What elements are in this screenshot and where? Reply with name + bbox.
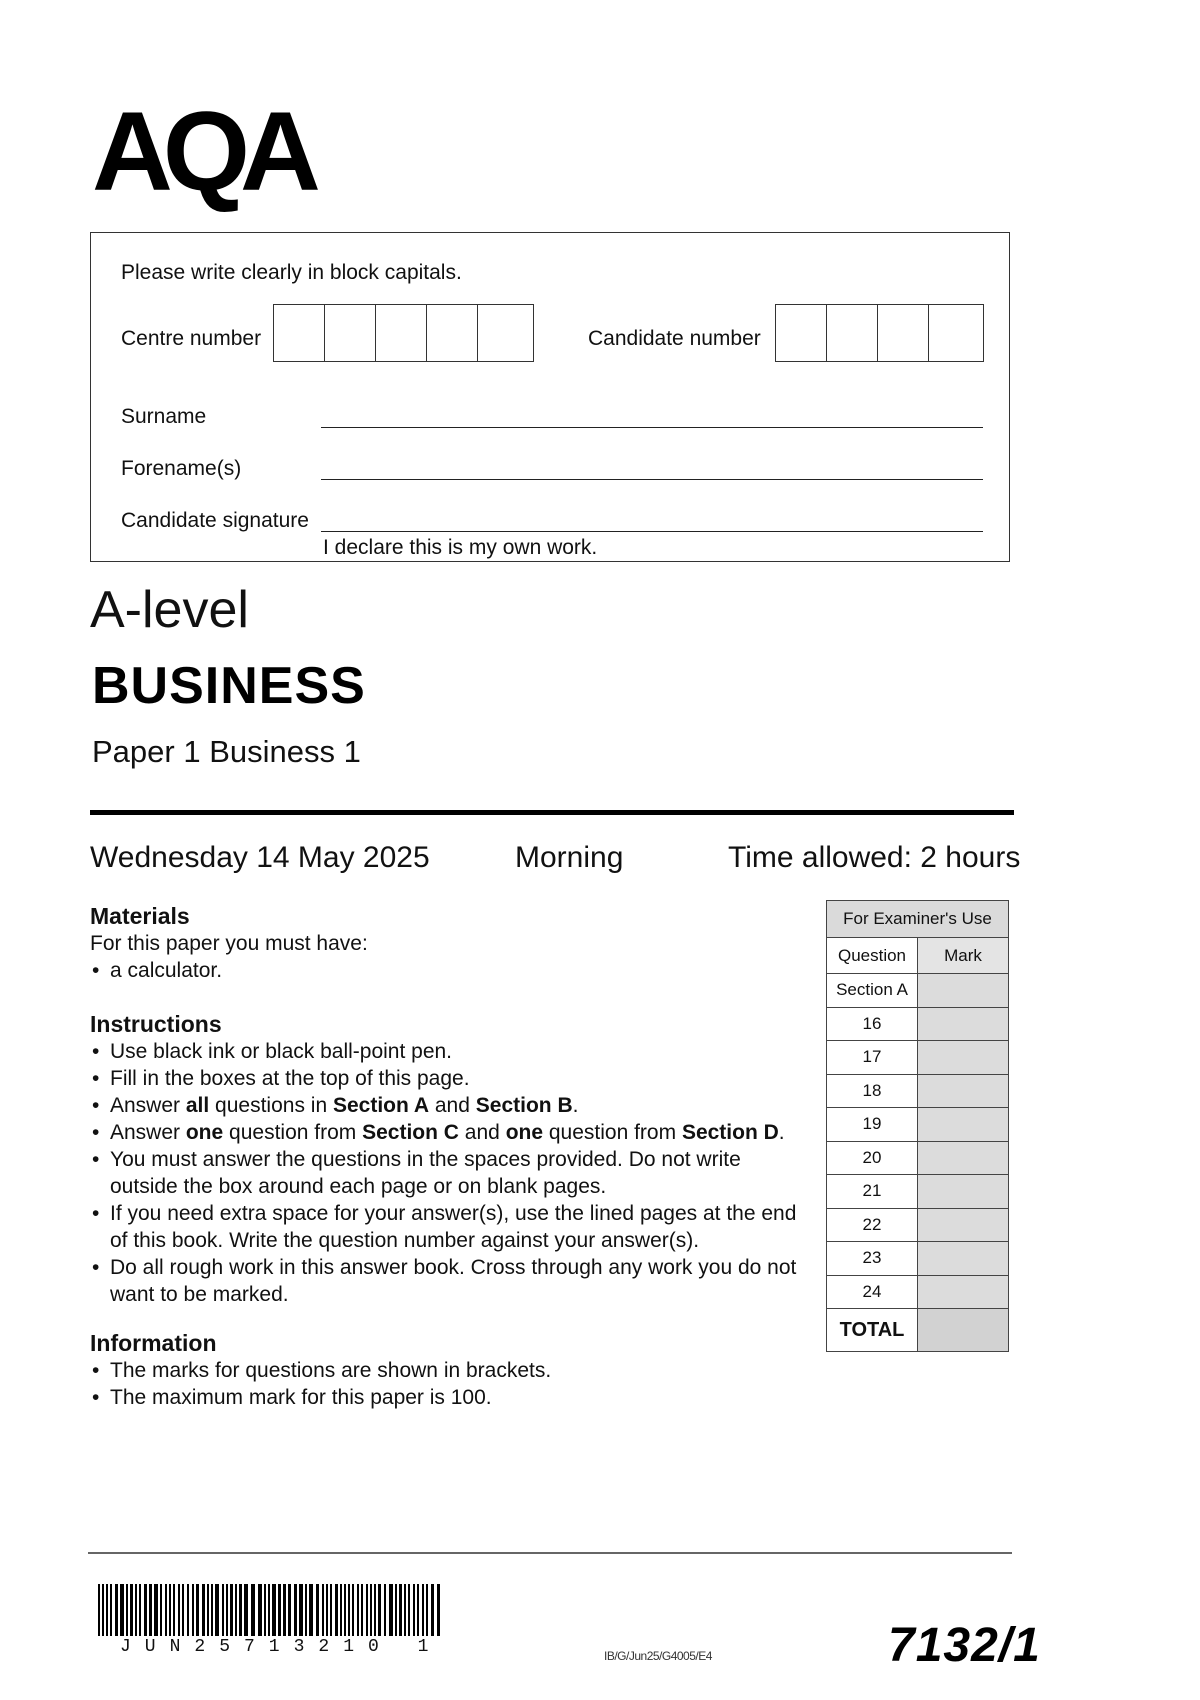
signature-label: Candidate signature	[121, 509, 309, 532]
mark-cell[interactable]	[918, 1108, 1009, 1142]
list-item: • The maximum mark for this paper is 100.	[90, 1384, 790, 1411]
barcode-bar	[422, 1584, 424, 1636]
barcode-bar	[374, 1584, 376, 1636]
barcode-bar	[357, 1584, 359, 1636]
barcode-text: JUN25713210 1	[120, 1637, 443, 1657]
list-item: • The marks for questions are shown in brackets.	[90, 1357, 790, 1384]
candidate-digit-box[interactable]	[878, 305, 929, 361]
mark-cell[interactable]	[918, 1242, 1009, 1276]
barcode-bar	[215, 1584, 219, 1636]
barcode-bar	[178, 1584, 180, 1636]
text-run: question from	[223, 1121, 363, 1144]
list-item	[90, 1092, 800, 1119]
barcode-bar	[309, 1584, 313, 1636]
question-cell: 17	[827, 1041, 918, 1075]
list-item: • a calculator.	[90, 957, 790, 984]
barcode-bar	[395, 1584, 397, 1636]
barcode-bar	[235, 1584, 237, 1636]
question-cell: 18	[827, 1074, 918, 1108]
barcode-bar	[404, 1584, 406, 1636]
text-run: .	[778, 1121, 785, 1144]
barcode-bar	[384, 1584, 386, 1636]
centre-digit-box[interactable]	[478, 305, 529, 361]
barcode-bar	[258, 1584, 262, 1636]
list-item: • Use black ink or black ball-point pen.	[90, 1038, 800, 1065]
barcode-bar	[149, 1584, 152, 1636]
materials-section	[90, 903, 790, 984]
barcode-bar	[182, 1584, 184, 1636]
barcode-bar	[294, 1584, 297, 1636]
barcode-bar	[169, 1584, 171, 1636]
materials-list	[90, 957, 790, 984]
list-item: • Fill in the boxes at the top of this page.	[90, 1065, 800, 1092]
signature-line[interactable]	[321, 531, 983, 532]
barcode-bar	[115, 1584, 118, 1636]
question-cell: 21	[827, 1175, 918, 1209]
barcode-bar	[299, 1584, 303, 1636]
materials-heading: Materials	[90, 903, 190, 929]
text-run: .	[572, 1094, 579, 1117]
question-column-header: Question	[827, 938, 918, 974]
candidate-details-box	[90, 232, 1010, 562]
barcode-bar	[202, 1584, 205, 1636]
document-reference: IB/G/Jun25/G4005/E4	[604, 1649, 712, 1663]
question-cell: 24	[827, 1275, 918, 1309]
barcode-bar	[316, 1584, 319, 1636]
barcode-bar	[437, 1584, 440, 1636]
candidate-number-label: Candidate number	[588, 327, 761, 350]
question-cell: 23	[827, 1242, 918, 1276]
barcode-bar	[139, 1584, 141, 1636]
question-cell: 22	[827, 1208, 918, 1242]
centre-digit-box[interactable]	[274, 305, 325, 361]
barcode-bar	[426, 1584, 428, 1636]
mark-cell[interactable]	[918, 1041, 1009, 1075]
centre-number-label: Centre number	[121, 327, 262, 350]
barcode-bar	[268, 1584, 270, 1636]
barcode-bar	[207, 1584, 209, 1636]
barcode-bar	[288, 1584, 291, 1636]
barcode-bar	[370, 1584, 372, 1636]
subject-title: BUSINESS	[92, 657, 366, 715]
aqa-logo: AQA	[92, 89, 311, 214]
emphasis: one	[185, 1121, 224, 1144]
barcode-bar	[126, 1584, 128, 1636]
qualification-title: A-level	[90, 581, 249, 639]
materials-intro: For this paper you must have:	[90, 932, 368, 955]
emphasis: Section C	[362, 1121, 459, 1144]
barcode-bar	[326, 1584, 328, 1636]
barcode-bar	[322, 1584, 324, 1636]
barcode-bar	[211, 1584, 213, 1636]
emphasis: one	[505, 1121, 544, 1144]
list-item: • You must answer the questions in the spaces provided. Do not write outside the box around each page or on blank pages.	[90, 1146, 800, 1200]
footer-divider	[88, 1552, 1012, 1554]
barcode-bar	[431, 1584, 434, 1636]
exam-session: Morning	[515, 841, 624, 874]
emphasis: Section A	[332, 1094, 430, 1117]
question-cell: 20	[827, 1141, 918, 1175]
forenames-label: Forename(s)	[121, 457, 242, 480]
barcode-bar	[408, 1584, 410, 1636]
barcode-bar	[348, 1584, 350, 1636]
question-cell: 19	[827, 1108, 918, 1142]
forenames-line[interactable]	[321, 479, 983, 480]
text-run: Answer	[110, 1121, 186, 1144]
centre-number-boxes[interactable]	[273, 304, 534, 362]
barcode-bar	[222, 1584, 224, 1636]
information-heading: Information	[90, 1330, 217, 1356]
instructions-section	[90, 1011, 800, 1308]
mark-cell[interactable]	[918, 1208, 1009, 1242]
barcode-bar	[244, 1584, 248, 1636]
examiner-table-title: For Examiner's Use	[827, 901, 1009, 938]
barcode-bar	[173, 1584, 175, 1636]
text-run: question from	[543, 1121, 682, 1144]
list-item: • If you need extra space for your answer(s), use the lined pages at the end of this book. Write the question number against your answer(s).	[90, 1200, 800, 1254]
title-divider	[90, 810, 1014, 815]
barcode-bar	[366, 1584, 368, 1636]
barcode-bar	[230, 1584, 233, 1636]
barcode-bar	[110, 1584, 112, 1636]
total-label: TOTAL	[827, 1309, 918, 1352]
barcode-bar	[98, 1584, 100, 1636]
paper-title: Paper 1 Business 1	[92, 734, 361, 769]
barcode-bar	[389, 1584, 393, 1636]
barcode-bar	[361, 1584, 363, 1636]
mark-cell[interactable]	[918, 1007, 1009, 1041]
barcode-bar	[399, 1584, 402, 1636]
exam-date: Wednesday 14 May 2025	[90, 841, 430, 874]
barcode-bar	[120, 1584, 124, 1636]
text-run: questions in	[209, 1094, 333, 1117]
mark-cell[interactable]	[918, 1275, 1009, 1309]
barcode-bar	[278, 1584, 281, 1636]
candidate-number-boxes[interactable]	[775, 304, 984, 362]
barcode-bar	[272, 1584, 276, 1636]
candidate-digit-box[interactable]	[827, 305, 878, 361]
barcode-bar	[239, 1584, 242, 1636]
emphasis: Section B	[475, 1094, 573, 1117]
centre-digit-box[interactable]	[325, 305, 376, 361]
time-allowed: Time allowed: 2 hours	[728, 841, 1021, 874]
barcode-bar	[135, 1584, 137, 1636]
barcode-bar	[378, 1584, 381, 1636]
question-cell: Section A	[827, 974, 918, 1008]
barcode-bar	[144, 1584, 147, 1636]
list-item	[90, 1119, 800, 1146]
instructions-heading: Instructions	[90, 1011, 222, 1037]
barcode-bar	[192, 1584, 194, 1636]
examiner-use-table	[826, 900, 1009, 1352]
barcode-bar	[130, 1584, 133, 1636]
text-run: and	[458, 1121, 506, 1144]
barcode-bar	[226, 1584, 228, 1636]
barcode-bar	[352, 1584, 354, 1636]
mark-cell[interactable]	[918, 1175, 1009, 1209]
list-item: • Do all rough work in this answer book. Cross through any work you do not want to be marked.	[90, 1254, 800, 1308]
emphasis: all	[185, 1094, 210, 1117]
mark-cell[interactable]	[918, 1074, 1009, 1108]
barcode-bar	[330, 1584, 332, 1636]
question-cell: 16	[827, 1007, 918, 1041]
mark-cell[interactable]	[918, 974, 1009, 1008]
barcode-bar	[417, 1584, 419, 1636]
barcode	[98, 1584, 443, 1636]
total-mark-cell[interactable]	[918, 1309, 1009, 1352]
barcode-bar	[283, 1584, 286, 1636]
barcode-bar	[187, 1584, 189, 1636]
text-run: and	[429, 1094, 476, 1117]
barcode-bar	[264, 1584, 266, 1636]
barcode-bar	[160, 1584, 162, 1636]
barcode-bar	[154, 1584, 158, 1636]
surname-line[interactable]	[321, 427, 983, 428]
emphasis: Section D	[681, 1121, 779, 1144]
surname-label: Surname	[121, 405, 207, 428]
candidate-digit-box[interactable]	[776, 305, 827, 361]
information-list	[90, 1357, 790, 1411]
barcode-bar	[102, 1584, 104, 1636]
barcode-bar	[251, 1584, 255, 1636]
barcode-bar	[305, 1584, 307, 1636]
instructions-list	[90, 1038, 800, 1308]
barcode-bar	[335, 1584, 338, 1636]
mark-column-header: Mark	[918, 938, 1009, 974]
declaration-text: I declare this is my own work.	[323, 536, 598, 559]
information-section	[90, 1330, 790, 1411]
text-run: Answer	[110, 1094, 186, 1117]
barcode-bar	[340, 1584, 342, 1636]
candidate-digit-box[interactable]	[929, 305, 980, 361]
barcode-bar	[165, 1584, 167, 1636]
barcode-bar	[344, 1584, 346, 1636]
paper-code: 7132/1	[888, 1619, 1041, 1672]
centre-digit-box[interactable]	[427, 305, 478, 361]
barcode-bar	[196, 1584, 199, 1636]
barcode-bar	[413, 1584, 415, 1636]
mark-cell[interactable]	[918, 1141, 1009, 1175]
barcode-bar	[106, 1584, 108, 1636]
block-capitals-instruction: Please write clearly in block capitals.	[121, 261, 462, 284]
centre-digit-box[interactable]	[376, 305, 427, 361]
